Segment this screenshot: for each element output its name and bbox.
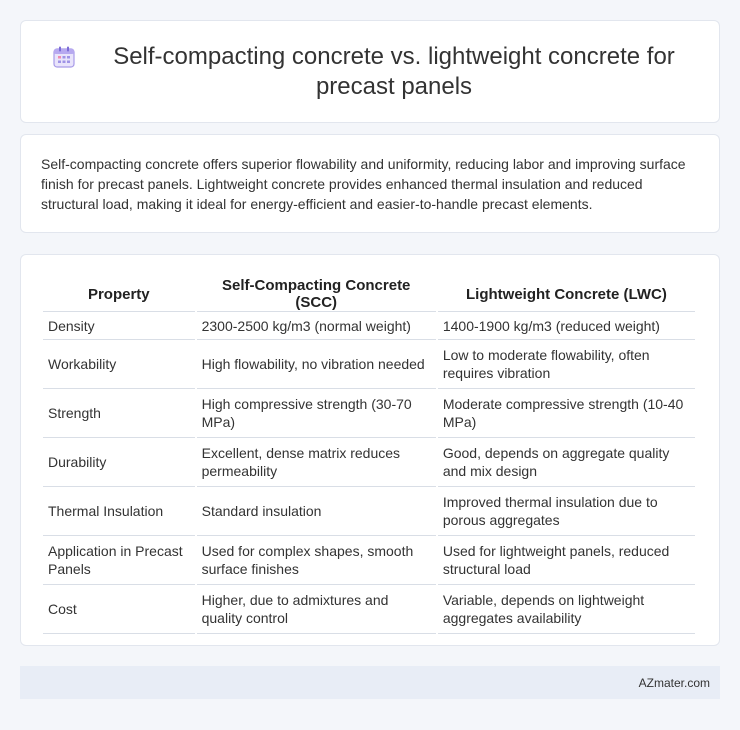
table-row [43, 438, 695, 487]
cell-lwc: Moderate compressive strength (10-40 MPa) [438, 389, 695, 438]
cell-lwc: 1400-1900 kg/m3 (reduced weight) [438, 312, 695, 340]
header-scc: Self-Compacting Concrete (SCC) [197, 275, 436, 312]
cell-property: Application in Precast Panels [43, 536, 195, 585]
cell-scc: 2300-2500 kg/m3 (normal weight) [197, 312, 436, 340]
cell-scc: High compressive strength (30-70 MPa) [197, 389, 436, 438]
cell-scc: Standard insulation [197, 487, 436, 536]
summary-text: Self-compacting concrete offers superior flowability and uniformity, reducing labor and improving surface finish for precast panels. Lightweight concrete provides enhanced thermal insulation and reduced structural load, making it ideal for energy-efficient and easier-to-handle precast elements. [41, 156, 686, 212]
cell-scc: Excellent, dense matrix reduces permeability [197, 438, 436, 487]
cell-property: Density [43, 312, 195, 340]
cell-lwc: Variable, depends on lightweight aggregates availability [438, 585, 695, 634]
cell-property: Cost [43, 585, 195, 634]
cell-lwc: Good, depends on aggregate quality and mix design [438, 438, 695, 487]
table-row [43, 389, 695, 438]
footer-brand-link[interactable]: AZmater.com [638, 675, 710, 690]
cell-property: Thermal Insulation [43, 487, 195, 536]
table-card [20, 254, 720, 646]
table-row [43, 536, 695, 585]
cell-property: Strength [43, 389, 195, 438]
header-lwc: Lightweight Concrete (LWC) [438, 275, 695, 312]
calendar-icon [51, 44, 77, 70]
cell-property: Durability [43, 438, 195, 487]
table-row [43, 312, 695, 340]
page-title: Self-compacting concrete vs. lightweight concrete for precast panels [113, 42, 675, 100]
footer [20, 666, 720, 699]
header-property: Property [43, 275, 195, 312]
title-wrap [51, 42, 689, 102]
table-row [43, 585, 695, 634]
cell-scc: Used for complex shapes, smooth surface finishes [197, 536, 436, 585]
summary-card [20, 134, 720, 233]
table-row [43, 487, 695, 536]
cell-lwc: Low to moderate flowability, often requires vibration [438, 340, 695, 389]
cell-scc: High flowability, no vibration needed [197, 340, 436, 389]
cell-lwc: Used for lightweight panels, reduced structural load [438, 536, 695, 585]
title-card [20, 20, 720, 123]
table-row [43, 340, 695, 389]
table-header-row [43, 275, 695, 312]
cell-scc: Higher, due to admixtures and quality control [197, 585, 436, 634]
cell-property: Workability [43, 340, 195, 389]
cell-lwc: Improved thermal insulation due to porous aggregates [438, 487, 695, 536]
comparison-table [41, 275, 697, 634]
